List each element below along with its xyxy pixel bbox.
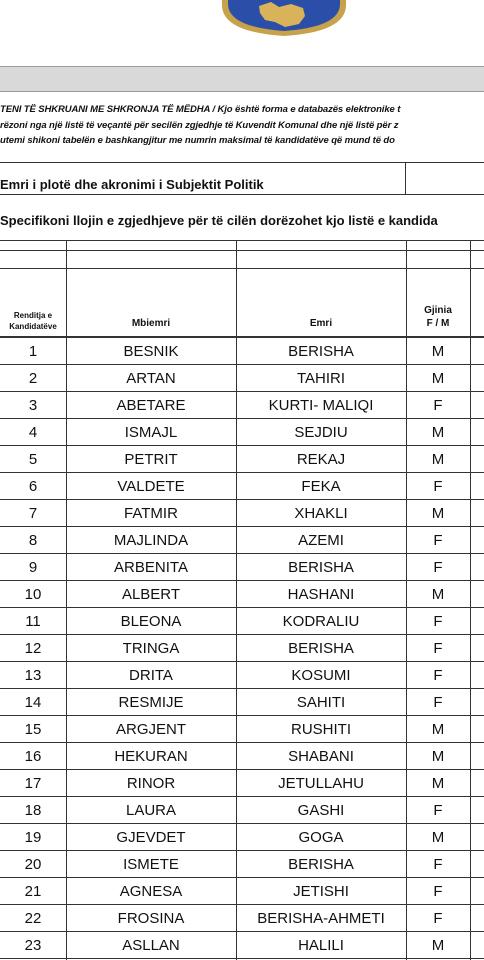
surname-cell: BLEONA <box>120 612 182 630</box>
rank-cell: 12 <box>24 639 42 657</box>
name-cell: JETISHI <box>293 882 349 900</box>
gender-cell: M <box>431 423 445 441</box>
gender-cell: M <box>431 747 445 765</box>
gender-cell: F <box>433 558 443 576</box>
gender-cell: M <box>431 585 445 603</box>
name-cell: SHABANI <box>288 747 354 765</box>
rank-cell: 13 <box>24 666 42 684</box>
gender-cell: M <box>431 450 445 468</box>
rank-cell: 15 <box>24 720 42 738</box>
name-cell: GASHI <box>297 801 345 819</box>
table-border <box>0 250 484 251</box>
rank-cell: 23 <box>24 936 42 954</box>
name-cell: AZEMI <box>298 531 344 549</box>
rank-cell: 21 <box>24 882 42 900</box>
rank-cell: 14 <box>24 693 42 711</box>
surname-cell: BESNIK <box>123 342 179 360</box>
gender-cell: F <box>433 396 443 414</box>
gender-cell: F <box>433 693 443 711</box>
rank-cell: 18 <box>24 801 42 819</box>
gender-cell: F <box>433 909 443 927</box>
surname-cell: DRITA <box>129 666 173 684</box>
field-divider <box>405 162 406 194</box>
name-cell: BERISHA <box>288 342 354 360</box>
gender-cell: F <box>433 801 443 819</box>
surname-cell: TRINGA <box>122 639 180 657</box>
header-gender <box>406 304 470 330</box>
surname-cell: ARGJENT <box>115 720 186 738</box>
instruction-line-3: utemi shikoni tabelën e bashkangjitur me numrin maksimal të kandidatëve që mund të do <box>0 135 395 146</box>
header-gender-line2: F / M <box>426 318 450 329</box>
gender-cell: M <box>431 720 445 738</box>
name-cell: SEJDIU <box>294 423 348 441</box>
name-cell: BERISHA <box>288 558 354 576</box>
surname-cell: FROSINA <box>117 909 185 927</box>
header-rank-line1: Renditja e <box>13 311 53 320</box>
surname-cell: GJEVDET <box>116 828 186 846</box>
table-border <box>0 268 484 269</box>
instruction-line-1: TENI TË SHKRUANI ME SHKRONJA TË MËDHA / Kjo është forma e databazës elektronike t <box>0 104 401 115</box>
gender-cell: F <box>433 882 443 900</box>
gender-cell: F <box>433 855 443 873</box>
gender-cell: M <box>431 936 445 954</box>
gender-cell: M <box>431 504 445 522</box>
surname-cell: HEKURAN <box>114 747 188 765</box>
instruction-line-2: rëzoni nga një listë të veçantë për secilën zgjedhje të Kuvendit Komunal dhe një listë për z <box>0 120 399 131</box>
surname-cell: ARBENITA <box>114 558 188 576</box>
name-cell: JETULLAHU <box>278 774 364 792</box>
name-cell: GOGA <box>298 828 344 846</box>
rank-cell: 22 <box>24 909 42 927</box>
name-cell: TAHIRI <box>296 369 346 387</box>
field-divider <box>0 240 484 241</box>
header-surname: Mbiemri <box>131 318 171 329</box>
header-rank-line2: Kandidatëve <box>9 322 57 331</box>
surname-cell: MAJLINDA <box>113 531 189 549</box>
name-cell: HALILI <box>298 936 344 954</box>
row-divider <box>0 958 484 959</box>
name-cell: SAHITI <box>296 693 346 711</box>
surname-cell: RESMIJE <box>118 693 184 711</box>
surname-cell: LAURA <box>125 801 177 819</box>
gender-cell: F <box>433 531 443 549</box>
kosovo-coat-of-arms-icon <box>219 0 349 36</box>
surname-cell: AGNESA <box>119 882 183 900</box>
gender-cell: F <box>433 477 443 495</box>
field-divider <box>0 194 484 195</box>
column-divider <box>470 240 471 960</box>
name-cell: KODRALIU <box>282 612 360 630</box>
name-cell: BERISHA <box>288 855 354 873</box>
name-cell: FEKA <box>301 477 341 495</box>
rank-cell: 4 <box>28 423 38 441</box>
surname-cell: ASLLAN <box>122 936 180 954</box>
field-divider <box>0 162 484 163</box>
surname-cell: FATMIR <box>124 504 178 522</box>
gender-cell: F <box>433 666 443 684</box>
name-cell: KURTI- MALIQI <box>268 396 374 414</box>
gender-cell: M <box>431 342 445 360</box>
gender-cell: F <box>433 612 443 630</box>
surname-cell: ARTAN <box>126 369 176 387</box>
name-cell: RUSHITI <box>291 720 351 738</box>
surname-cell: ISMETE <box>123 855 179 873</box>
rank-cell: 16 <box>24 747 42 765</box>
surname-cell: PETRIT <box>124 450 178 468</box>
gender-cell: F <box>433 639 443 657</box>
rank-cell: 3 <box>28 396 38 414</box>
party-name-label: Emri i plotë dhe akronimi i Subjektit Politik <box>0 177 264 192</box>
rank-cell: 20 <box>24 855 42 873</box>
rank-cell: 6 <box>28 477 38 495</box>
rank-cell: 11 <box>25 612 41 630</box>
header-gender-line1: Gjinia <box>424 305 452 316</box>
rank-cell: 17 <box>24 774 42 792</box>
rank-cell: 1 <box>28 342 38 360</box>
surname-cell: ABETARE <box>116 396 186 414</box>
name-cell: BERISHA-AHMETI <box>257 909 385 927</box>
rank-cell: 5 <box>28 450 38 468</box>
surname-cell: VALDETE <box>117 477 185 495</box>
name-cell: HASHANI <box>287 585 355 603</box>
surname-cell: ISMAJL <box>124 423 178 441</box>
header-name: Emri <box>309 318 333 329</box>
rank-cell: 8 <box>28 531 38 549</box>
gender-cell: M <box>431 774 445 792</box>
name-cell: KOSUMI <box>291 666 351 684</box>
name-cell: BERISHA <box>288 639 354 657</box>
gender-cell: M <box>431 369 445 387</box>
header-rank <box>0 310 66 332</box>
election-type-label: Specifikoni llojin e zgjedhjeve për të cilën dorëzohet kjo listë e kandida <box>0 213 438 228</box>
surname-cell: ALBERT <box>121 585 181 603</box>
rank-cell: 7 <box>28 504 38 522</box>
header-band <box>0 66 484 92</box>
gender-cell: M <box>431 828 445 846</box>
rank-cell: 10 <box>24 585 42 603</box>
rank-cell: 19 <box>24 828 42 846</box>
rank-cell: 9 <box>28 558 38 576</box>
name-cell: REKAJ <box>296 450 346 468</box>
surname-cell: RINOR <box>126 774 176 792</box>
rank-cell: 2 <box>28 369 38 387</box>
name-cell: XHAKLI <box>294 504 348 522</box>
